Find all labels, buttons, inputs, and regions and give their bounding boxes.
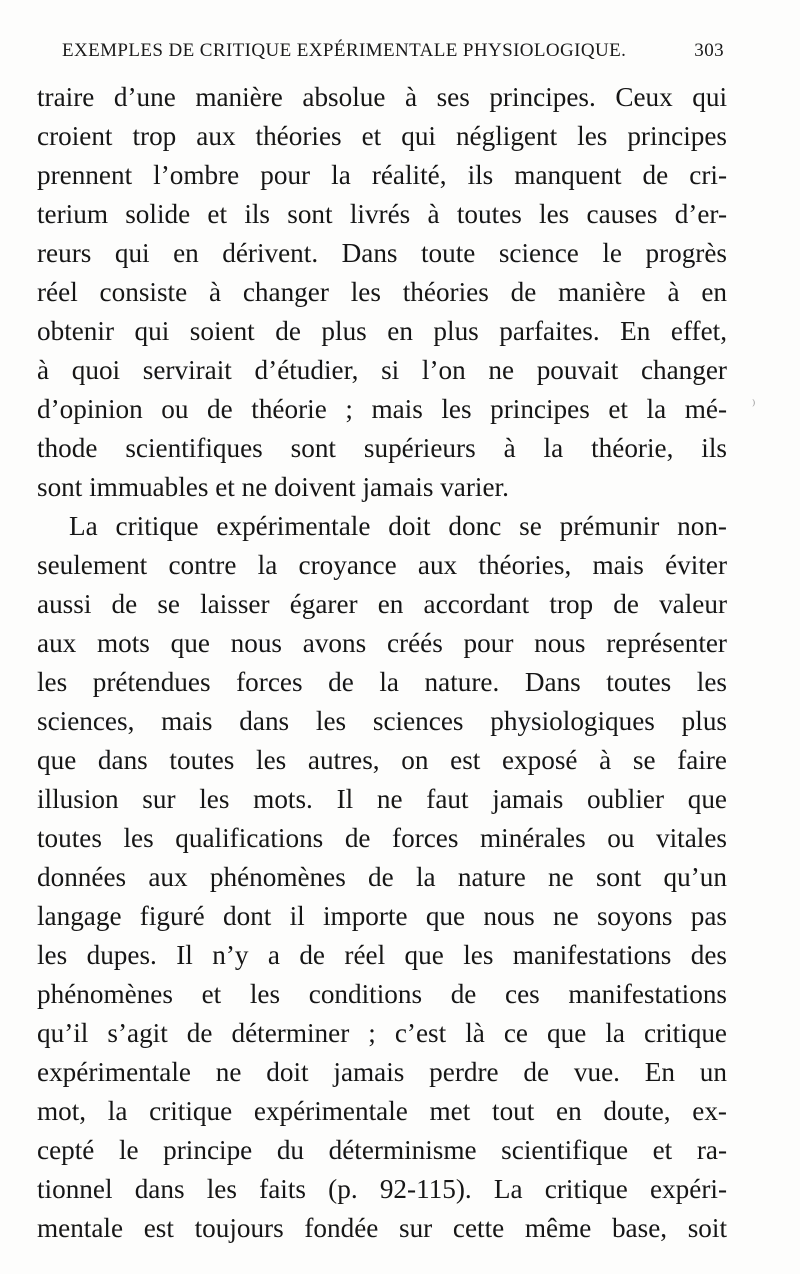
body-text — [37, 78, 727, 1248]
running-head — [62, 38, 732, 64]
text-line: mot, la critique expérimentale met tout en doute, ex- — [37, 1096, 727, 1126]
text-line: sciences, mais dans les sciences physiologiques plus — [37, 706, 727, 736]
text-line: seulement contre la croyance aux théories, mais éviter — [37, 550, 727, 580]
text-line: à quoi servirait d’étudier, si l’on ne pouvait changer — [37, 355, 727, 385]
page-number: 303 — [694, 40, 724, 61]
text-line: obtenir qui soient de plus en plus parfaites. En effet, — [37, 316, 727, 346]
text-line: les dupes. Il n’y a de réel que les manifestations des — [37, 940, 727, 970]
text-line: d’opinion ou de théorie ; mais les principes et la mé- — [37, 394, 727, 424]
text-line: les prétendues forces de la nature. Dans toutes les — [37, 667, 727, 697]
text-line: aux mots que nous avons créés pour nous représenter — [37, 628, 727, 658]
text-line: aussi de se laisser égarer en accordant trop de valeur — [37, 589, 727, 619]
text-line: reurs qui en dérivent. Dans toute science le progrès — [37, 238, 727, 268]
text-line: données aux phénomènes de la nature ne sont qu’un — [37, 862, 727, 892]
text-line: cepté le principe du déterminisme scientifique et ra- — [37, 1135, 727, 1165]
text-line: traire d’une manière absolue à ses principes. Ceux qui — [37, 82, 727, 112]
text-line: expérimentale ne doit jamais perdre de vue. En un — [37, 1057, 727, 1087]
text-line: croient trop aux théories et qui négligent les principes — [37, 121, 727, 151]
text-line: phénomènes et les conditions de ces manifestations — [37, 979, 727, 1009]
page-edge-mark: ⁾ — [752, 399, 756, 414]
text-line: toutes les qualifications de forces minérales ou vitales — [37, 823, 727, 853]
text-line: terium solide et ils sont livrés à toutes les causes d’er- — [37, 199, 727, 229]
paragraph-1 — [37, 78, 727, 507]
text-line: tionnel dans les faits (p. 92-115). La critique expéri- — [37, 1174, 727, 1204]
text-line: thode scientifiques sont supérieurs à la théorie, ils — [37, 433, 727, 463]
text-line: réel consiste à changer les théories de manière à en — [37, 277, 727, 307]
running-head-title: EXEMPLES DE CRITIQUE EXPÉRIMENTALE PHYSIOLOGIQUE. — [62, 40, 627, 61]
text-line: sont immuables et ne doivent jamais varier. — [37, 472, 509, 502]
text-line: qu’il s’agit de déterminer ; c’est là ce que la critique — [37, 1018, 727, 1048]
text-line: La critique expérimentale doit donc se prémunir non- — [69, 511, 727, 541]
text-line: que dans toutes les autres, on est exposé à se faire — [37, 745, 727, 775]
text-line: langage figuré dont il importe que nous ne soyons pas — [37, 901, 727, 931]
text-line: illusion sur les mots. Il ne faut jamais oublier que — [37, 784, 727, 814]
paragraph-2 — [37, 507, 727, 1248]
text-line: prennent l’ombre pour la réalité, ils manquent de cri- — [37, 160, 727, 190]
text-line: mentale est toujours fondée sur cette même base, soit — [37, 1213, 727, 1243]
